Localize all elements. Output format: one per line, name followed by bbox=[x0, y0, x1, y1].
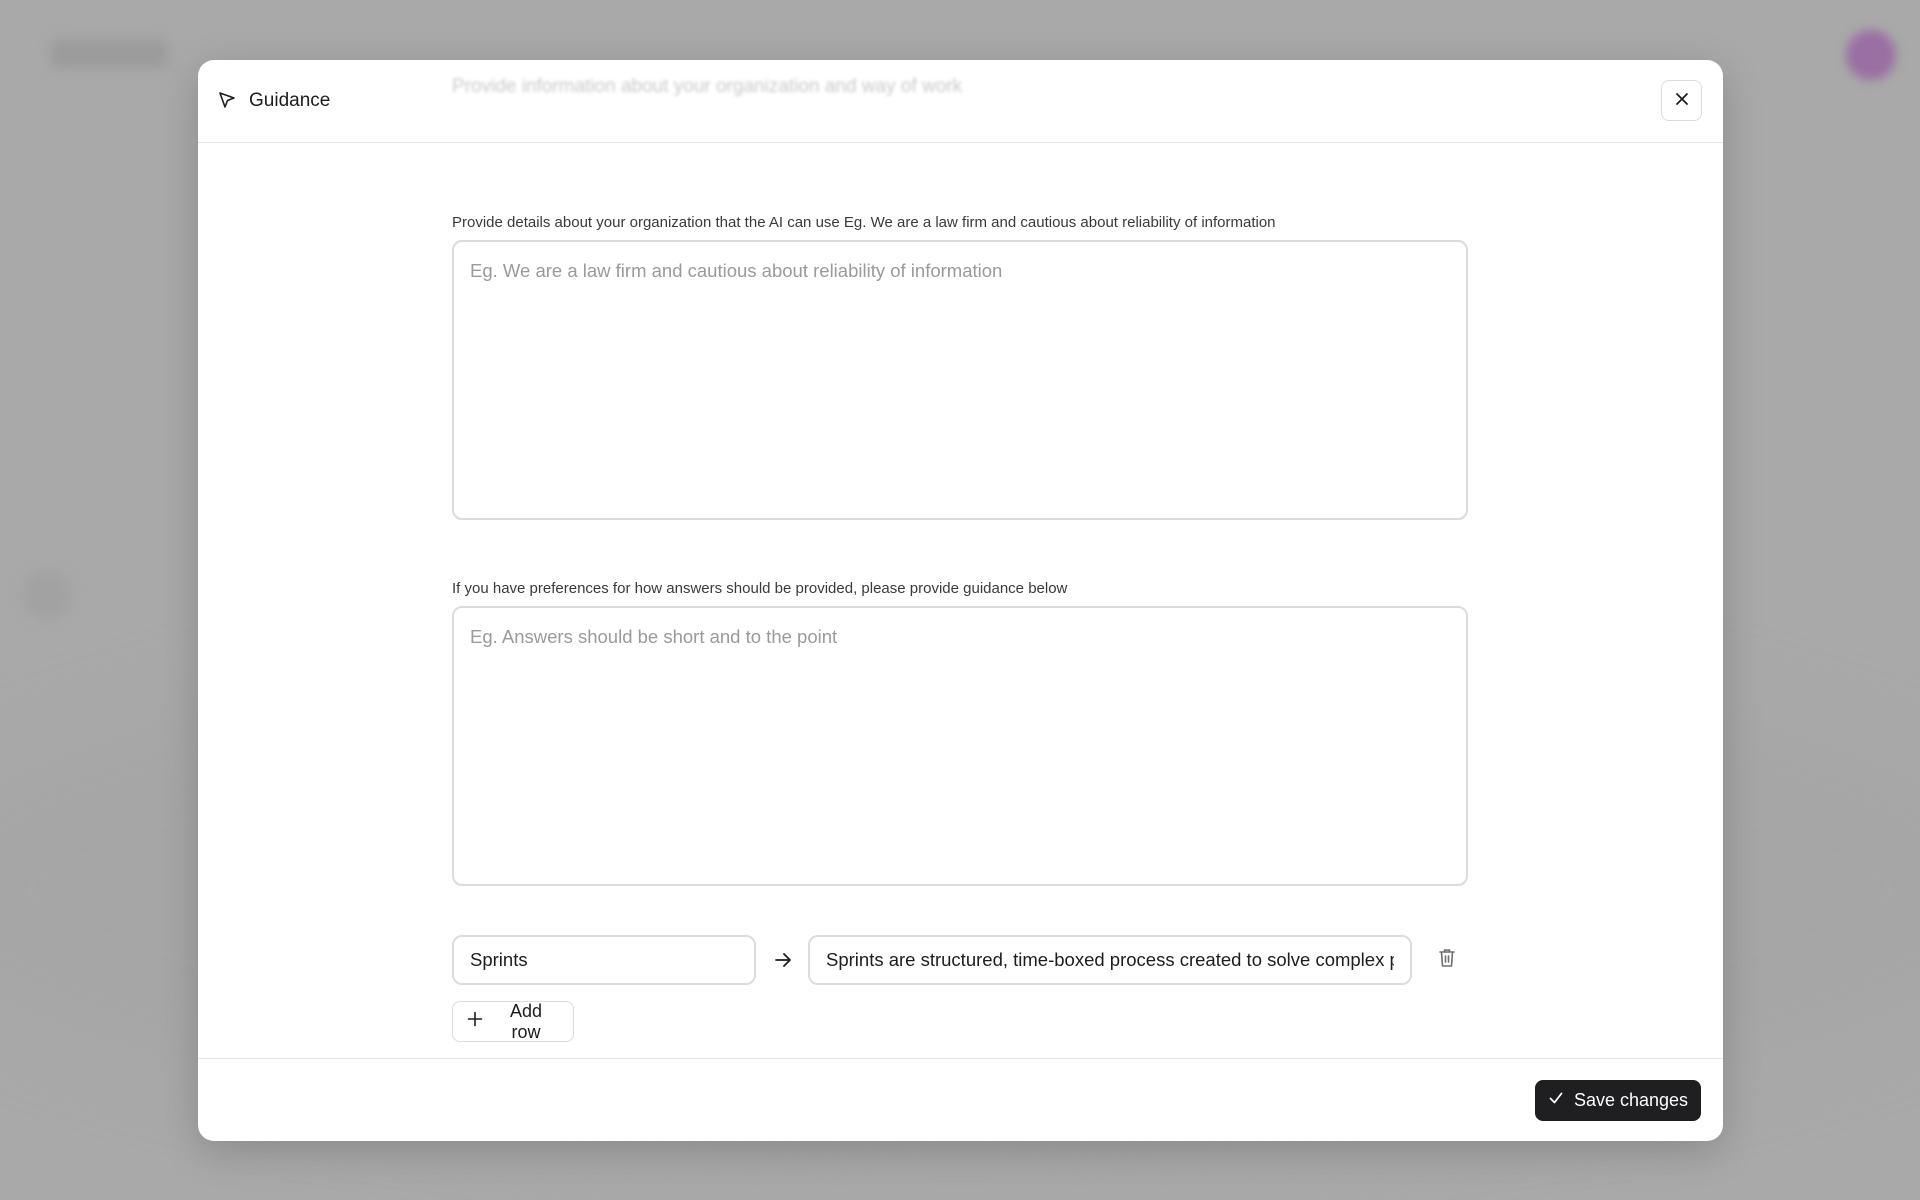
guidance-dialog bbox=[198, 60, 1723, 1141]
trash-icon bbox=[1438, 948, 1456, 973]
dialog-body bbox=[198, 144, 1723, 1119]
dialog-footer bbox=[198, 1058, 1723, 1141]
delete-row-button[interactable] bbox=[1434, 947, 1460, 973]
app-logo bbox=[50, 40, 168, 68]
dialog-title: Guidance bbox=[249, 90, 331, 111]
definition-input[interactable] bbox=[808, 935, 1412, 985]
plus-icon bbox=[467, 1011, 483, 1032]
save-changes-button[interactable] bbox=[1535, 1080, 1701, 1121]
user-avatar bbox=[1846, 30, 1896, 80]
term-input[interactable] bbox=[452, 935, 756, 985]
close-button[interactable] bbox=[1661, 80, 1702, 121]
save-changes-label: Save changes bbox=[1573, 1090, 1689, 1110]
add-row-label: Add row bbox=[509, 1000, 543, 1042]
preferences-field-label: If you have preferences for how answers should be provided, please provide guidance below bbox=[452, 580, 1068, 597]
check-icon bbox=[1548, 1090, 1564, 1111]
close-icon bbox=[1674, 91, 1690, 110]
add-row-button[interactable] bbox=[452, 1001, 574, 1042]
background-ghost-text: Provide information about your organization and way of work bbox=[452, 76, 963, 97]
cursor-arrow-icon bbox=[218, 91, 236, 109]
arrow-right-icon bbox=[773, 950, 793, 970]
organization-details-textarea[interactable] bbox=[452, 240, 1468, 520]
dialog-header bbox=[198, 60, 1723, 143]
sidebar-icon bbox=[22, 570, 72, 620]
organization-field-label: Provide details about your organization that the AI can use Eg. We are a law firm and cautious about reliability of information bbox=[452, 214, 1276, 231]
answer-preferences-textarea[interactable] bbox=[452, 606, 1468, 886]
